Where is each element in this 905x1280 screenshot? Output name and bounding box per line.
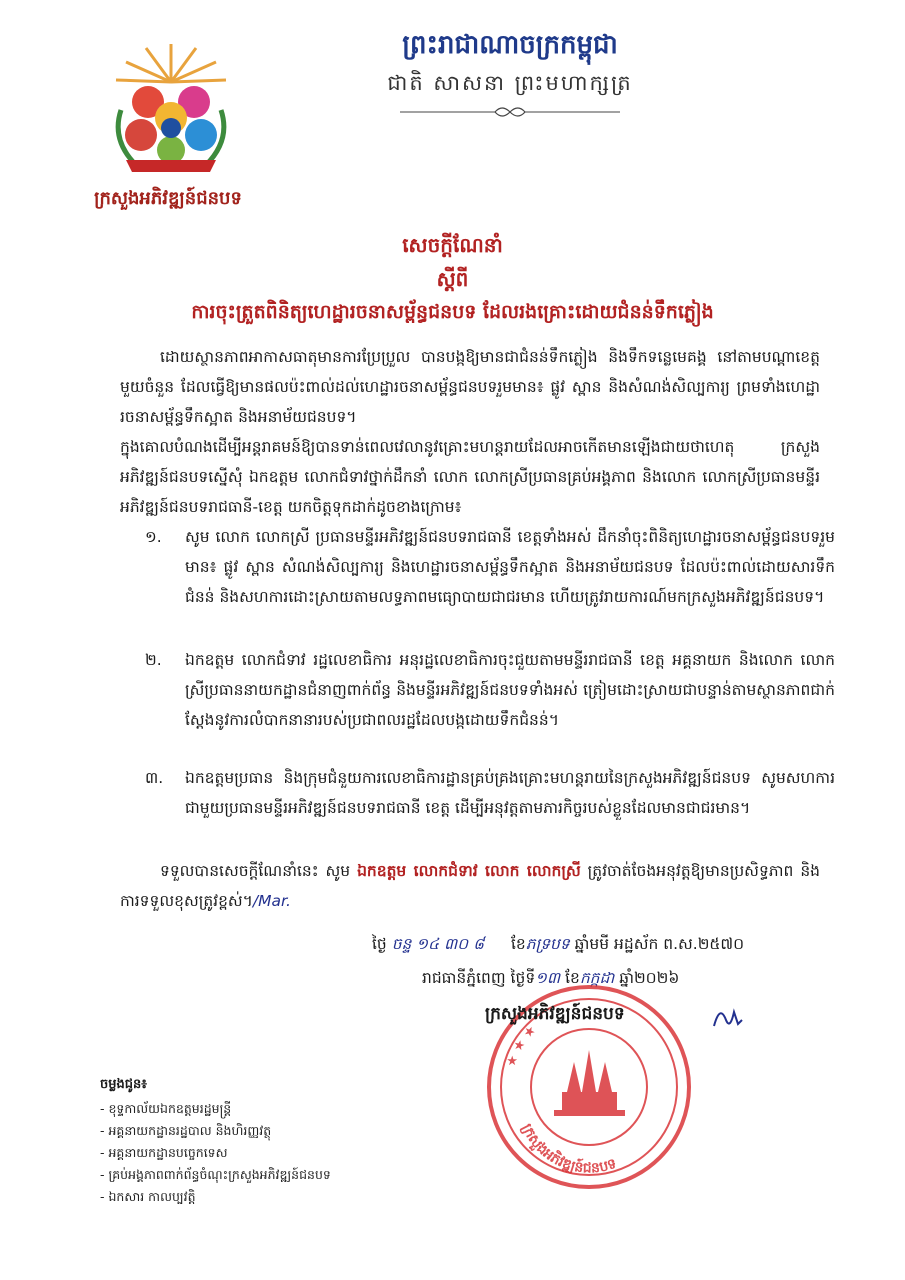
cc-item: - អគ្គនាយកដ្ឋានបច្ចេកទេស [100,1145,228,1160]
solar-year: ឆ្នាំ២០២៦ [614,969,680,987]
solar-day-handwritten: ១៣ [535,969,561,987]
solar-month-prefix: ខែ [560,969,580,987]
list-item [145,522,835,612]
lunar-year: ឆ្នាំមមី អដ្ឋស័ក ព.ស.២៥៧០ [569,935,745,953]
lunar-date [372,934,832,957]
ornament-divider [400,104,620,120]
closing-addressees: ឯកឧត្តម លោកជំទាវ លោក លោកស្រី [357,862,581,880]
ministry-logo [106,40,236,180]
kingdom-heading: ព្រះរាជាណាចក្រកម្ពុជា [402,30,618,60]
place-date-prefix: រាជធានីភ្នំពេញ ថ្ងៃទី [422,969,536,987]
item-number: ២. [145,651,162,669]
item-text: ឯកឧត្តម លោកជំទាវ រដ្ឋលេខាធិការ អនុរដ្ឋលេខាធិការចុះជួយតាមមន្ទីររាជធានី ខេត្ត អគ្គនាយក និងលោក លោកស្រីប្រធាននាយកដ្ឋានជំនាញពាក់ព័ន្ធ និងមន្ទីរអភិវឌ្ឍន៍ជនបទទាំងអស់ ត្រៀមដោះស្រាយជាបន្ទាន់តាមស្ថានភាពជាក់ស្ដែងនូវការលំបាកនានារបស់ប្រជាពលរដ្ឋដែលបង្កដោយទឹកជំនន់។ [185,651,835,729]
closing-initials: /Mar. [252,892,291,910]
list-item [145,763,835,823]
svg-text:★ ★ ★: ★ ★ ★ [503,1022,540,1070]
lunar-day-handwritten: ចន្ទ ១៤ ៣០ ៨ [391,935,485,953]
document-type: សេចក្ដីណែនាំ [402,233,503,257]
document-title: ការចុះត្រួតពិនិត្យហេដ្ឋារចនាសម្ព័ន្ធជនបទ ដែលរងគ្រោះដោយជំនន់ទឹកភ្លៀង [191,301,714,323]
month-prefix: ខែ [511,935,526,953]
solar-month-handwritten: កក្កដា [579,969,615,987]
item-number: ៣. [145,769,164,787]
national-motto: ជាតិ សាសនា ព្រះមហាក្សត្រ [387,71,633,95]
cc-item: - ឯកសារ កាលប្បវត្តិ [100,1189,196,1204]
closing-paragraph [120,856,820,916]
closing-text: ទទួលបានសេចក្ដីណែនាំនេះ សូម [160,862,358,880]
stamp-text: ក្រសួងអភិវឌ្ឍន៍ជនបទ [518,1121,619,1177]
item-number: ១. [145,528,162,546]
cc-item: - ខុទ្ទកាល័យឯកឧត្តមរដ្ឋមន្ត្រី [100,1101,232,1116]
paragraph-purpose: ក្នុងគោលបំណងដើម្បីអន្តរាគមន៍ឱ្យបានទាន់ពេលវេលានូវគ្រោះមហន្តរាយដែលអាចកើតមានឡើងជាយថាហេតុ ក្រសួងអភិវឌ្ឍន៍ជនបទស្នើសុំ ឯកឧត្តម លោកជំទាវថ្នាក់ដឹកនាំ លោក លោកស្រីប្រធានគ្រប់អង្គភាព និងលោក លោកស្រីប្រធានមន្ទីរអភិវឌ្ឍន៍ជនបទរាជធានី-ខេត្ត យកចិត្តទុកដាក់ដូចខាងក្រោម៖ [120,438,820,516]
ministry-name: ក្រសួងអភិវឌ្ឍន៍ជនបទ [94,188,242,209]
paragraph-situation: ដោយស្ថានភាពអាកាសធាតុមានការប្រែប្រួល បានបង្កឱ្យមានជាជំនន់ទឹកភ្លៀង និងទឹកទន្លេមេគង្គ នៅតាមបណ្ដាខេត្តមួយចំនួន ដែលធ្វើឱ្យមានផលប៉ះពាល់ដល់ហេដ្ឋារចនាសម្ព័ន្ធជនបទរួមមាន៖ ផ្លូវ ស្ពាន និងសំណង់សិល្បការ្យ ព្រមទាំងហេដ្ឋារចនាសម្ព័ន្ធទឹកស្អាត និងអនាម័យជនបទ។ [120,348,820,426]
list-item [145,645,835,735]
cc-item: - អគ្គនាយកដ្ឋានរដ្ឋបាល និងហិរញ្ញវត្ថុ [100,1123,272,1138]
signing-organization: ក្រសួងអភិវឌ្ឍន៍ជនបទ [485,1004,625,1024]
date-prefix: ថ្ងៃ [372,935,387,953]
cc-title: ចម្លងជូន៖ [100,1077,147,1092]
item-text: សូម លោក លោកស្រី ប្រធានមន្ទីរអភិវឌ្ឍន៍ជនបទរាជធានី ខេត្តទាំងអស់ ដឹកនាំចុះពិនិត្យហេដ្ឋារចនាសម្ព័ន្ធជនបទរួមមាន៖ ផ្លូវ ស្ពាន សំណង់សិល្បការ្យ និងហេដ្ឋារចនាសម្ព័ន្ធទឹកស្អាត និងអនាម័យជនបទ ដែលប៉ះពាល់ដោយសារទឹកជំនន់ និងសហការដោះស្រាយតាមលទ្ធភាពមធ្យោបាយជាជរមាន ហើយត្រូវរាយការណ៍មកក្រសួងអភិវឌ្ឍន៍ជនបទ។ [185,528,835,606]
item-text: ឯកឧត្តមប្រធាន និងក្រុមជំនួយការលេខាធិការដ្ឋានគ្រប់គ្រងគ្រោះមហន្តរាយនៃក្រសួងអភិវឌ្ឍន៍ជនបទ សូមសហការជាមួយប្រធានមន្ទីរអភិវឌ្ឍន៍ជនបទរាជធានី ខេត្ត ដើម្បីអនុវត្តតាមភារកិច្ចរបស់ខ្លួនដែលមានជាជរមាន។ [185,769,835,817]
cc-item: - គ្រប់អង្គភាពពាក់ព័ន្ធចំណុះក្រសួងអភិវឌ្ឍន៍ជនបទ [100,1167,331,1182]
closing-text-end: ត្រូវចាត់ចែងអនុវត្តឱ្យមានប្រសិទ្ធភាព និងការទទួលខុសត្រូវខ្ពស់។ [120,862,820,910]
subject-label: ស្ដីពី [436,267,469,291]
lunar-month-handwritten: ភទ្របទ [525,935,570,953]
signature-mark [708,1000,748,1034]
